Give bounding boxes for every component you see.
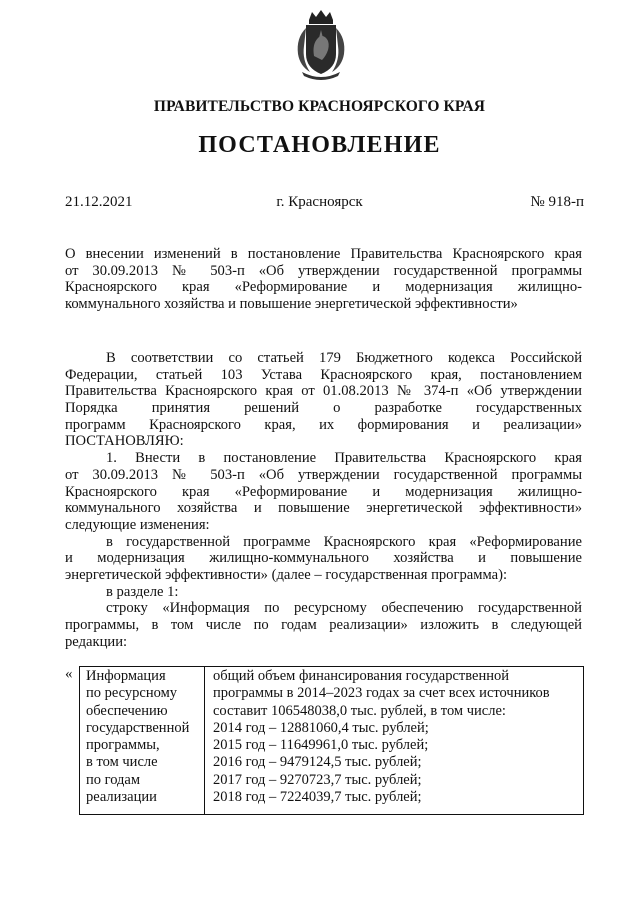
document-subject bbox=[65, 246, 582, 313]
subject-line: Красноярского края «Реформирование и модернизация жилищно- bbox=[65, 279, 582, 296]
body-line: 1. Внести в постановление Правительства Красноярского края bbox=[106, 450, 582, 467]
table-value-cell bbox=[205, 667, 583, 814]
document-city: г. Красноярск bbox=[276, 194, 363, 210]
document-date: 21.12.2021 bbox=[65, 194, 133, 210]
body-line: коммунального хозяйства и повышение энергетической эффективности» bbox=[65, 500, 582, 517]
body-line: и модернизация жилищно-коммунального хозяйства и повышение bbox=[65, 550, 582, 567]
body-line: Порядка принятия решений о разработке государственных bbox=[65, 400, 582, 417]
table-value-line: 2018 год – 7224039,7 тыс. рублей; bbox=[213, 789, 422, 806]
body-line: программ Красноярского края, их формирования и реализации» bbox=[65, 416, 582, 433]
body-line: Правительства Красноярского края от 01.08.2013 № 374-п «Об утверждении bbox=[65, 383, 582, 400]
table-label-line: государственной bbox=[86, 719, 190, 736]
table-label-line: по годам bbox=[86, 771, 141, 788]
subject-line: коммунального хозяйства и повышение энергетической эффективности» bbox=[65, 296, 518, 313]
table-label-cell bbox=[80, 667, 205, 814]
body-line: редакции: bbox=[65, 633, 128, 650]
body-line: Красноярского края «Реформирование и модернизация жилищно- bbox=[65, 483, 582, 500]
table-value-line: программы в 2014–2023 годах за счет всех источников bbox=[213, 685, 550, 702]
body-line: В соответствии со статьей 179 Бюджетного кодекса Российской bbox=[106, 350, 582, 366]
table-label-line: реализации bbox=[86, 789, 157, 806]
table-label-line: по ресурсному bbox=[86, 685, 178, 702]
document-body bbox=[65, 350, 582, 650]
resource-table-block bbox=[65, 666, 585, 815]
table-label-line: Информация bbox=[86, 668, 166, 684]
organization-title: ПРАВИТЕЛЬСТВО КРАСНОЯРСКОГО КРАЯ bbox=[153, 98, 486, 115]
body-line: Федерации, статьей 103 Устава Красноярского края, постановлением bbox=[65, 366, 582, 383]
table-label-line: программы, bbox=[86, 737, 160, 754]
body-line: программы, в том числе по годам реализации» изложить в следующей bbox=[65, 617, 582, 633]
table-value-line: общий объем финансирования государственной bbox=[213, 668, 509, 684]
table-value-line: 2015 год – 11649961,0 тыс. рублей; bbox=[213, 737, 429, 754]
body-line: в разделе 1: bbox=[106, 583, 179, 600]
table-value-line: 2016 год – 9479124,5 тыс. рублей; bbox=[213, 754, 422, 771]
subject-line: О внесении изменений в постановление Правительства Красноярского края bbox=[65, 246, 582, 262]
body-line: в государственной программе Красноярского края «Реформирование bbox=[106, 533, 582, 550]
opening-quote: « bbox=[65, 666, 73, 682]
table-label-line: обеспечению bbox=[86, 702, 168, 719]
table-value-line: составит 106548038,0 тыс. рублей, в том числе: bbox=[213, 702, 506, 719]
resource-table bbox=[79, 666, 584, 815]
document-type-title: ПОСТАНОВЛЕНИЕ bbox=[198, 132, 441, 158]
body-line: энергетической эффективности» (далее – государственная программа): bbox=[65, 566, 507, 583]
table-value-line: 2017 год – 9270723,7 тыс. рублей; bbox=[213, 771, 422, 788]
body-line: ПОСТАНОВЛЯЮ: bbox=[65, 433, 184, 450]
table-value-line: 2014 год – 12881060,4 тыс. рублей; bbox=[213, 719, 429, 736]
body-line: от 30.09.2013 № 503-п «Об утверждении государственной программы bbox=[65, 466, 582, 483]
table-label-line: в том числе bbox=[86, 754, 158, 771]
body-line: строку «Информация по ресурсному обеспечению государственной bbox=[106, 600, 582, 617]
document-number: № 918-п bbox=[530, 194, 584, 210]
subject-line: от 30.09.2013 № 503-п «Об утверждении государственной программы bbox=[65, 262, 582, 279]
body-line: следующие изменения: bbox=[65, 516, 210, 533]
krasnoyarsk-coat-of-arms-icon bbox=[292, 8, 350, 80]
